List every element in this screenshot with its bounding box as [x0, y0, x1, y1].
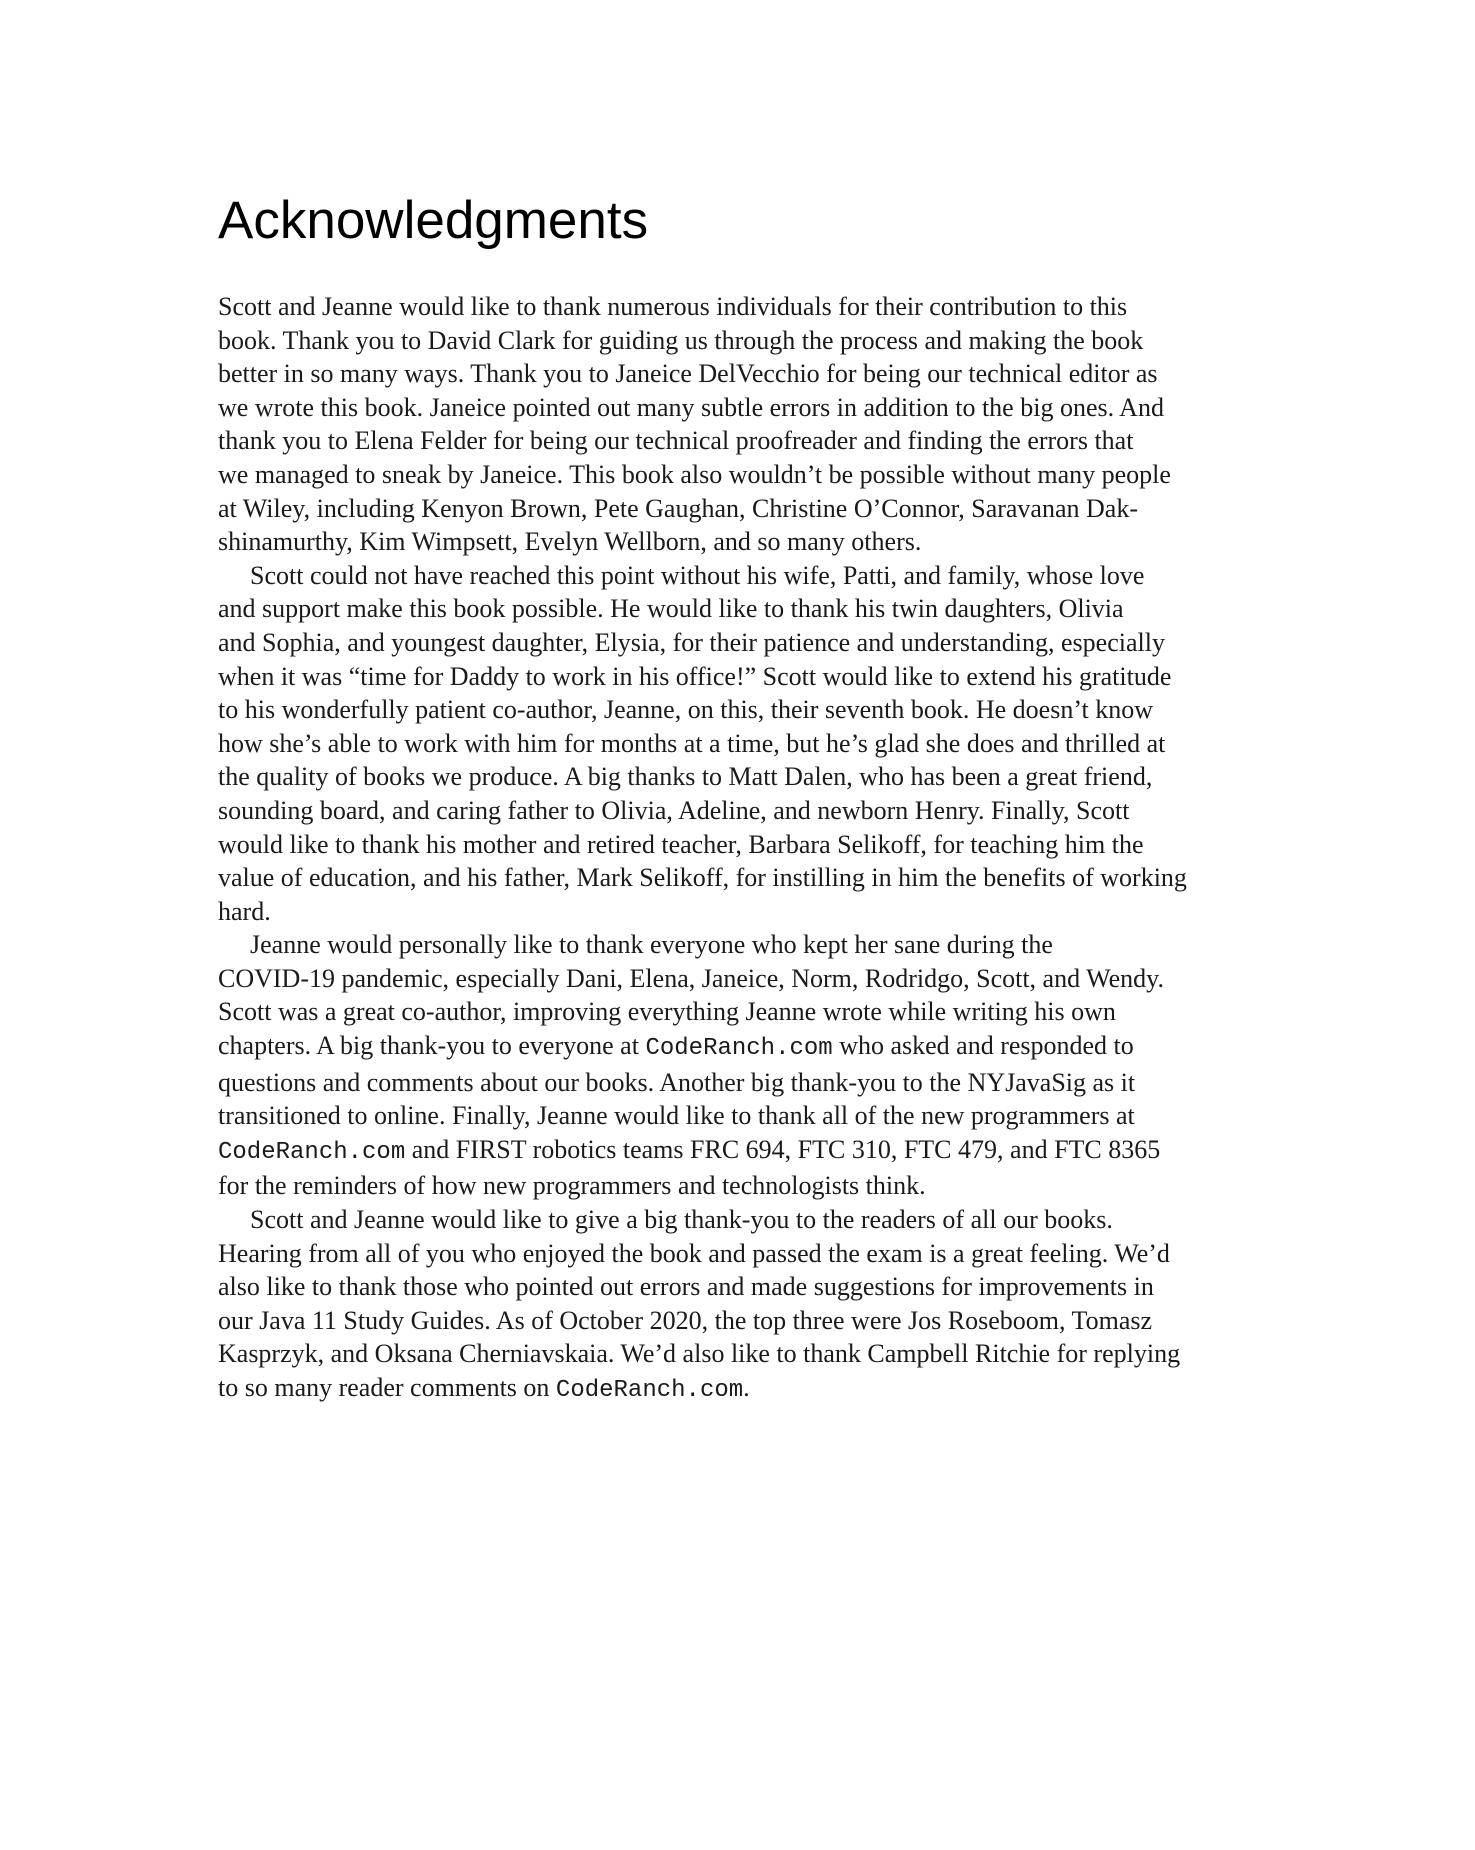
paragraph-2 — [218, 559, 1278, 929]
paragraph-4 — [218, 1203, 1278, 1408]
text-line: chapters. A big thank-you to everyone at CodeRanch.com who asked and responded to — [218, 1031, 1134, 1063]
text-line: when it was “time for Daddy to work in his office!” Scott would like to extend his gratitude — [218, 661, 1172, 691]
text-line: transitioned to online. Finally, Jeanne would like to thank all of the new programmers at — [218, 1101, 1135, 1131]
coderanch-link-text: CodeRanch.com — [645, 1035, 833, 1063]
text-line: CodeRanch.com and FIRST robotics teams FRC 694, FTC 310, FTC 479, and FTC 8365 — [218, 1134, 1161, 1166]
text-line: Scott and Jeanne would like to thank numerous individuals for their contribution to this — [218, 292, 1128, 321]
text-line: how she’s able to work with him for months at a time, but he’s glad she does and thrilled at — [218, 728, 1166, 758]
text-line: would like to thank his mother and retired teacher, Barbara Selikoff, for teaching him the — [218, 829, 1144, 859]
text-line: thank you to Elena Felder for being our technical proofreader and finding the errors that — [218, 426, 1134, 456]
text-line: our Java 11 Study Guides. As of October 2020, the top three were Jos Roseboom, Tomasz — [218, 1305, 1153, 1335]
paragraph-1 — [218, 290, 1278, 559]
text-line: to his wonderfully patient co-author, Jeanne, on this, their seventh book. He doesn’t know — [218, 695, 1154, 725]
text-line: shinamurthy, Kim Wimpsett, Evelyn Wellborn, and so many others. — [218, 527, 922, 557]
text-line: we wrote this book. Janeice pointed out many subtle errors in addition to the big ones. And — [218, 392, 1164, 422]
text-line: to so many reader comments on CodeRanch.com. — [218, 1373, 750, 1404]
text-line: and support make this book possible. He would like to thank his twin daughters, Olivia — [218, 594, 1124, 624]
text-line: we managed to sneak by Janeice. This book also wouldn’t be possible without many people — [218, 459, 1171, 489]
text-line: also like to thank those who pointed out errors and made suggestions for improvements in — [218, 1272, 1154, 1302]
text-line: better in so many ways. Thank you to Janeice DelVecchio for being our technical editor as — [218, 359, 1158, 389]
body-text — [218, 290, 1278, 1408]
text-line: for the reminders of how new programmers and technologists think. — [218, 1171, 926, 1201]
text-line: Jeanne would personally like to thank everyone who kept her sane during the — [250, 930, 1053, 960]
text-line: sounding board, and caring father to Olivia, Adeline, and newborn Henry. Finally, Scott — [218, 795, 1130, 825]
text-line: Hearing from all of you who enjoyed the book and passed the exam is a great feeling. We’d — [218, 1238, 1170, 1268]
text-line: value of education, and his father, Mark Selikoff, for instilling in him the benefits of working — [218, 863, 1187, 893]
text-line: Scott was a great co-author, improving everything Jeanne wrote while writing his own — [218, 997, 1116, 1027]
text-line: questions and comments about our books. Another big thank-you to the NYJavaSig as it — [218, 1067, 1136, 1097]
text-line: COVID-19 pandemic, especially Dani, Elena, Janeice, Norm, Rodridgo, Scott, and Wendy. — [218, 963, 1164, 993]
text-line: at Wiley, including Kenyon Brown, Pete Gaughan, Christine O’Connor, Saravanan Dak- — [218, 493, 1138, 523]
text-line: Kasprzyk, and Oksana Cherniavskaia. We’d also like to thank Campbell Ritchie for replying — [218, 1339, 1181, 1369]
coderanch-link-text: CodeRanch.com — [555, 1377, 744, 1404]
page-title: Acknowledgments — [218, 191, 649, 250]
text-line: the quality of books we produce. A big thanks to Matt Dalen, who has been a great friend, — [218, 762, 1153, 792]
text-line: Scott could not have reached this point without his wife, Patti, and family, whose love — [250, 560, 1145, 590]
text-line: Scott and Jeanne would like to give a big thank-you to the readers of all our books. — [250, 1205, 1113, 1235]
coderanch-link-text: CodeRanch.com — [218, 1138, 406, 1166]
paragraph-3 — [218, 928, 1278, 1203]
text-line: book. Thank you to David Clark for guiding us through the process and making the book — [218, 325, 1144, 355]
text-line: and Sophia, and youngest daughter, Elysia, for their patience and understanding, especially — [218, 627, 1165, 657]
text-line: hard. — [218, 896, 271, 926]
